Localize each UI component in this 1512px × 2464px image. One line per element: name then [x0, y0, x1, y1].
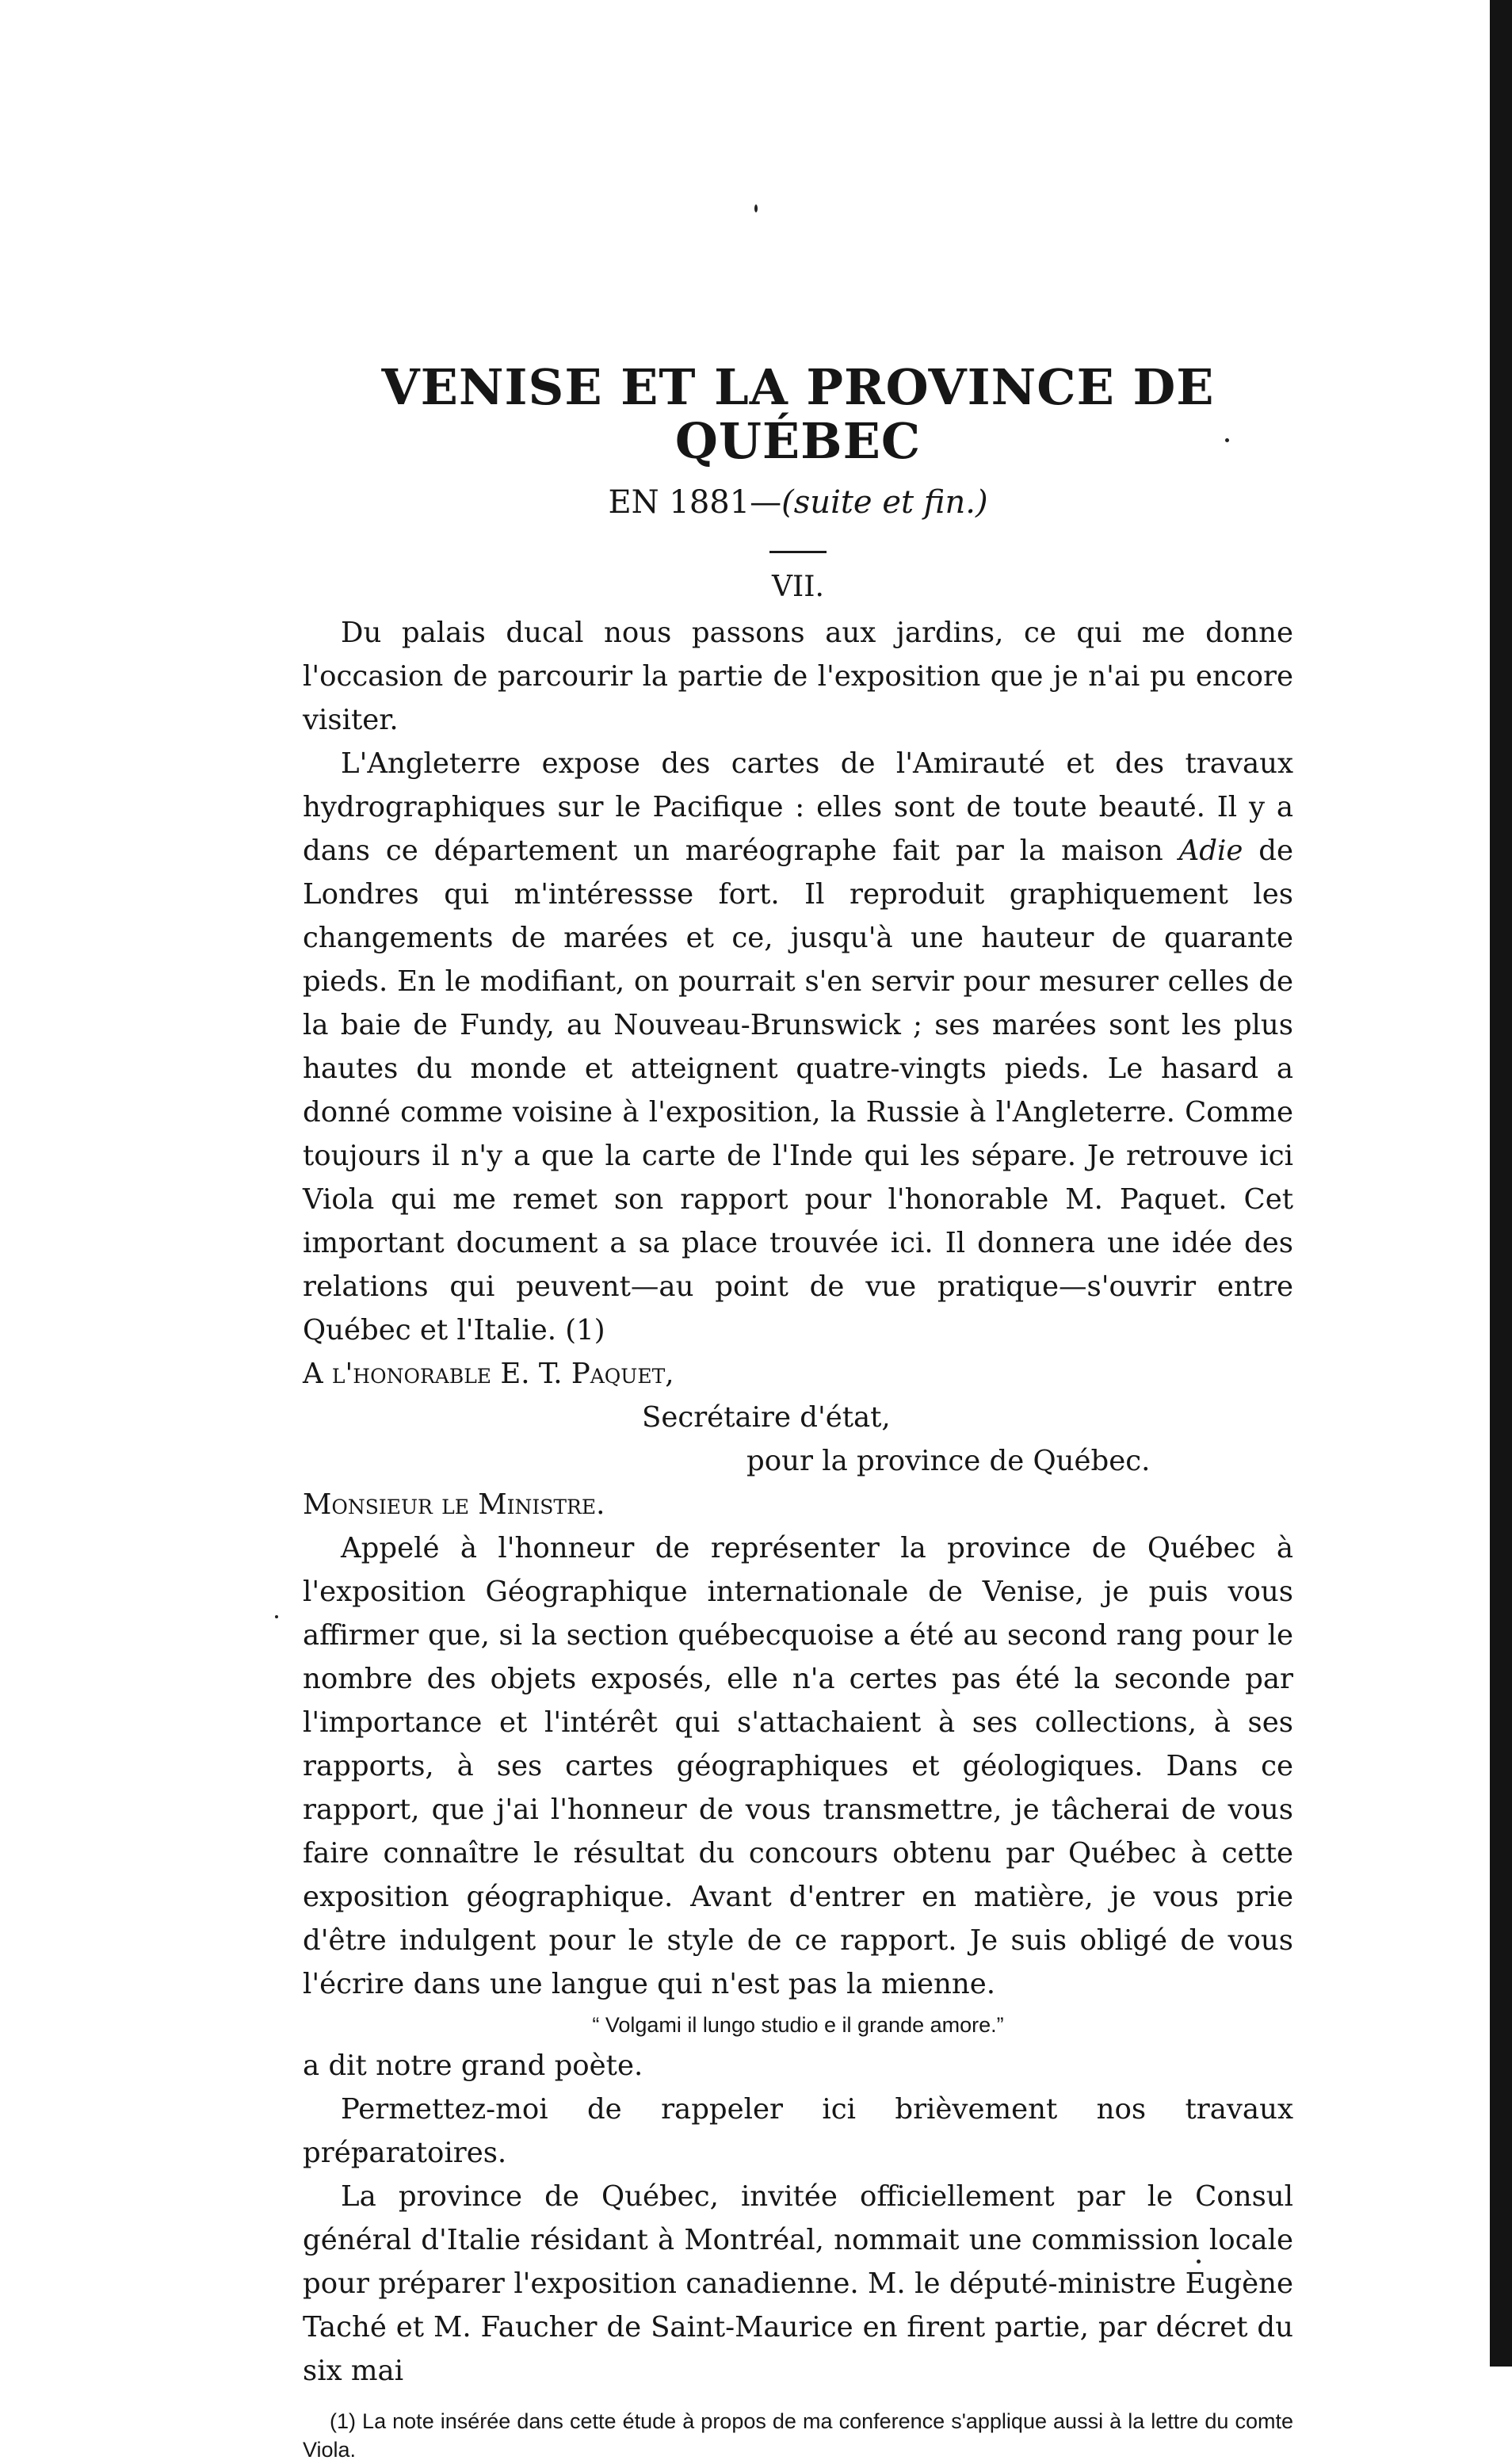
- closing-paragraph-1: Permettez-moi de rappeler ici brièvement nos travaux préparatoires.: [303, 2093, 1293, 2170]
- title-divider: [769, 551, 827, 553]
- maker-name: Adie: [1178, 835, 1243, 868]
- scan-speck: [275, 1615, 278, 1618]
- address-line-3: pour la province de Québec.: [746, 1445, 1151, 1478]
- section-number: VII.: [772, 571, 824, 604]
- subtitle-dash: —: [750, 484, 782, 521]
- paragraph-2-start: L'Angleterre expose des cartes de l'Amirauté et des travaux hydrographiques sur le Pacifique : elles sont de toute beauté. Il y a dans ce département un maréographe fait par la maison: [303, 747, 1293, 868]
- address-line-1: A l'honorable E. T. Paquet,: [303, 1358, 674, 1391]
- scan-speck: [754, 204, 758, 212]
- address-line-2: Secrétaire d'état,: [642, 1401, 891, 1434]
- closing-paragraph-2: La province de Québec, invitée officiellement par le Consul général d'Italie résidant à Montréal, nommait une commission locale pour préparer l'exposition canadienne. M. le député-ministre Eugène Taché et M. Faucher de Saint-Maurice en firent partie, par décret du six mai: [303, 2180, 1293, 2388]
- dante-quote: “ Volgami il lungo studio e il grande amore.”: [592, 2013, 1004, 2038]
- quote-attribution: a dit notre grand poète.: [303, 2050, 643, 2083]
- salutation: Monsieur le Ministre.: [303, 1488, 605, 1522]
- paragraph-2: [303, 742, 1293, 1352]
- page-edge-shadow: [1490, 0, 1512, 2367]
- article-column: [303, 358, 1293, 2464]
- subtitle-prefix: EN: [608, 484, 659, 521]
- article-subtitle: [303, 484, 1293, 521]
- paragraph-1: Du palais ducal nous passons aux jardins, ce qui me donne l'occasion de parcourir la partie de l'exposition que je n'ai pu encore visiter.: [303, 617, 1293, 737]
- paragraph-2-end: de Londres qui m'intéressse fort. Il reproduit graphiquement les changements de marées et ce, jusqu'à une hauteur de quarante pieds. En le modifiant, on pourrait s'en servir pour mesurer celles de la baie de Fundy, au Nouveau-Brunswick ; ses marées sont les plus hautes du monde et atteignent quatre-vingts pieds. Le hasard a donné comme voisine à l'exposition, la Russie à l'Angleterre. Comme toujours il n'y a que la carte de l'Inde qui les sépare. Je retrouve ici Viola qui me remet son rapport pour l'honorable M. Paquet. Cet important document a sa place trouvée ici. Il donnera une idée des relations qui peuvent—au point de vue pratique—s'ouvrir entre Québec et l'Italie. (1): [303, 835, 1293, 1347]
- subtitle-year: 1881: [669, 484, 750, 521]
- footnote: (1) La note insérée dans cette étude à propos de ma conference s'applique aussi à la lettre du comte Viola.: [303, 2409, 1293, 2462]
- article-title: VENISE ET LA PROVINCE DE QUÉBEC: [381, 358, 1215, 471]
- letter-paragraph: Appelé à l'honneur de représenter la province de Québec à l'exposition Géographique internationale de Venise, je puis vous affirmer que, si la section québecquoise a été au second rang pour le nombre des objets exposés, elle n'a certes pas été la seconde par l'importance et l'intérêt qui s'attachaient à ses collections, à ses rapports, à ses cartes géographiques et géologiques. Dans ce rapport, que j'ai l'honneur de vous transmettre, je tâcherai de vous faire connaître le résultat du concours obtenu par Québec à cette exposition géographique. Avant d'entrer en matière, je vous prie d'être indulgent pour le style de ce rapport. Je suis obligé de vous l'écrire dans une langue qui n'est pas la mienne.: [303, 1532, 1293, 2001]
- subtitle-suffix: (suite et fin.): [781, 484, 988, 521]
